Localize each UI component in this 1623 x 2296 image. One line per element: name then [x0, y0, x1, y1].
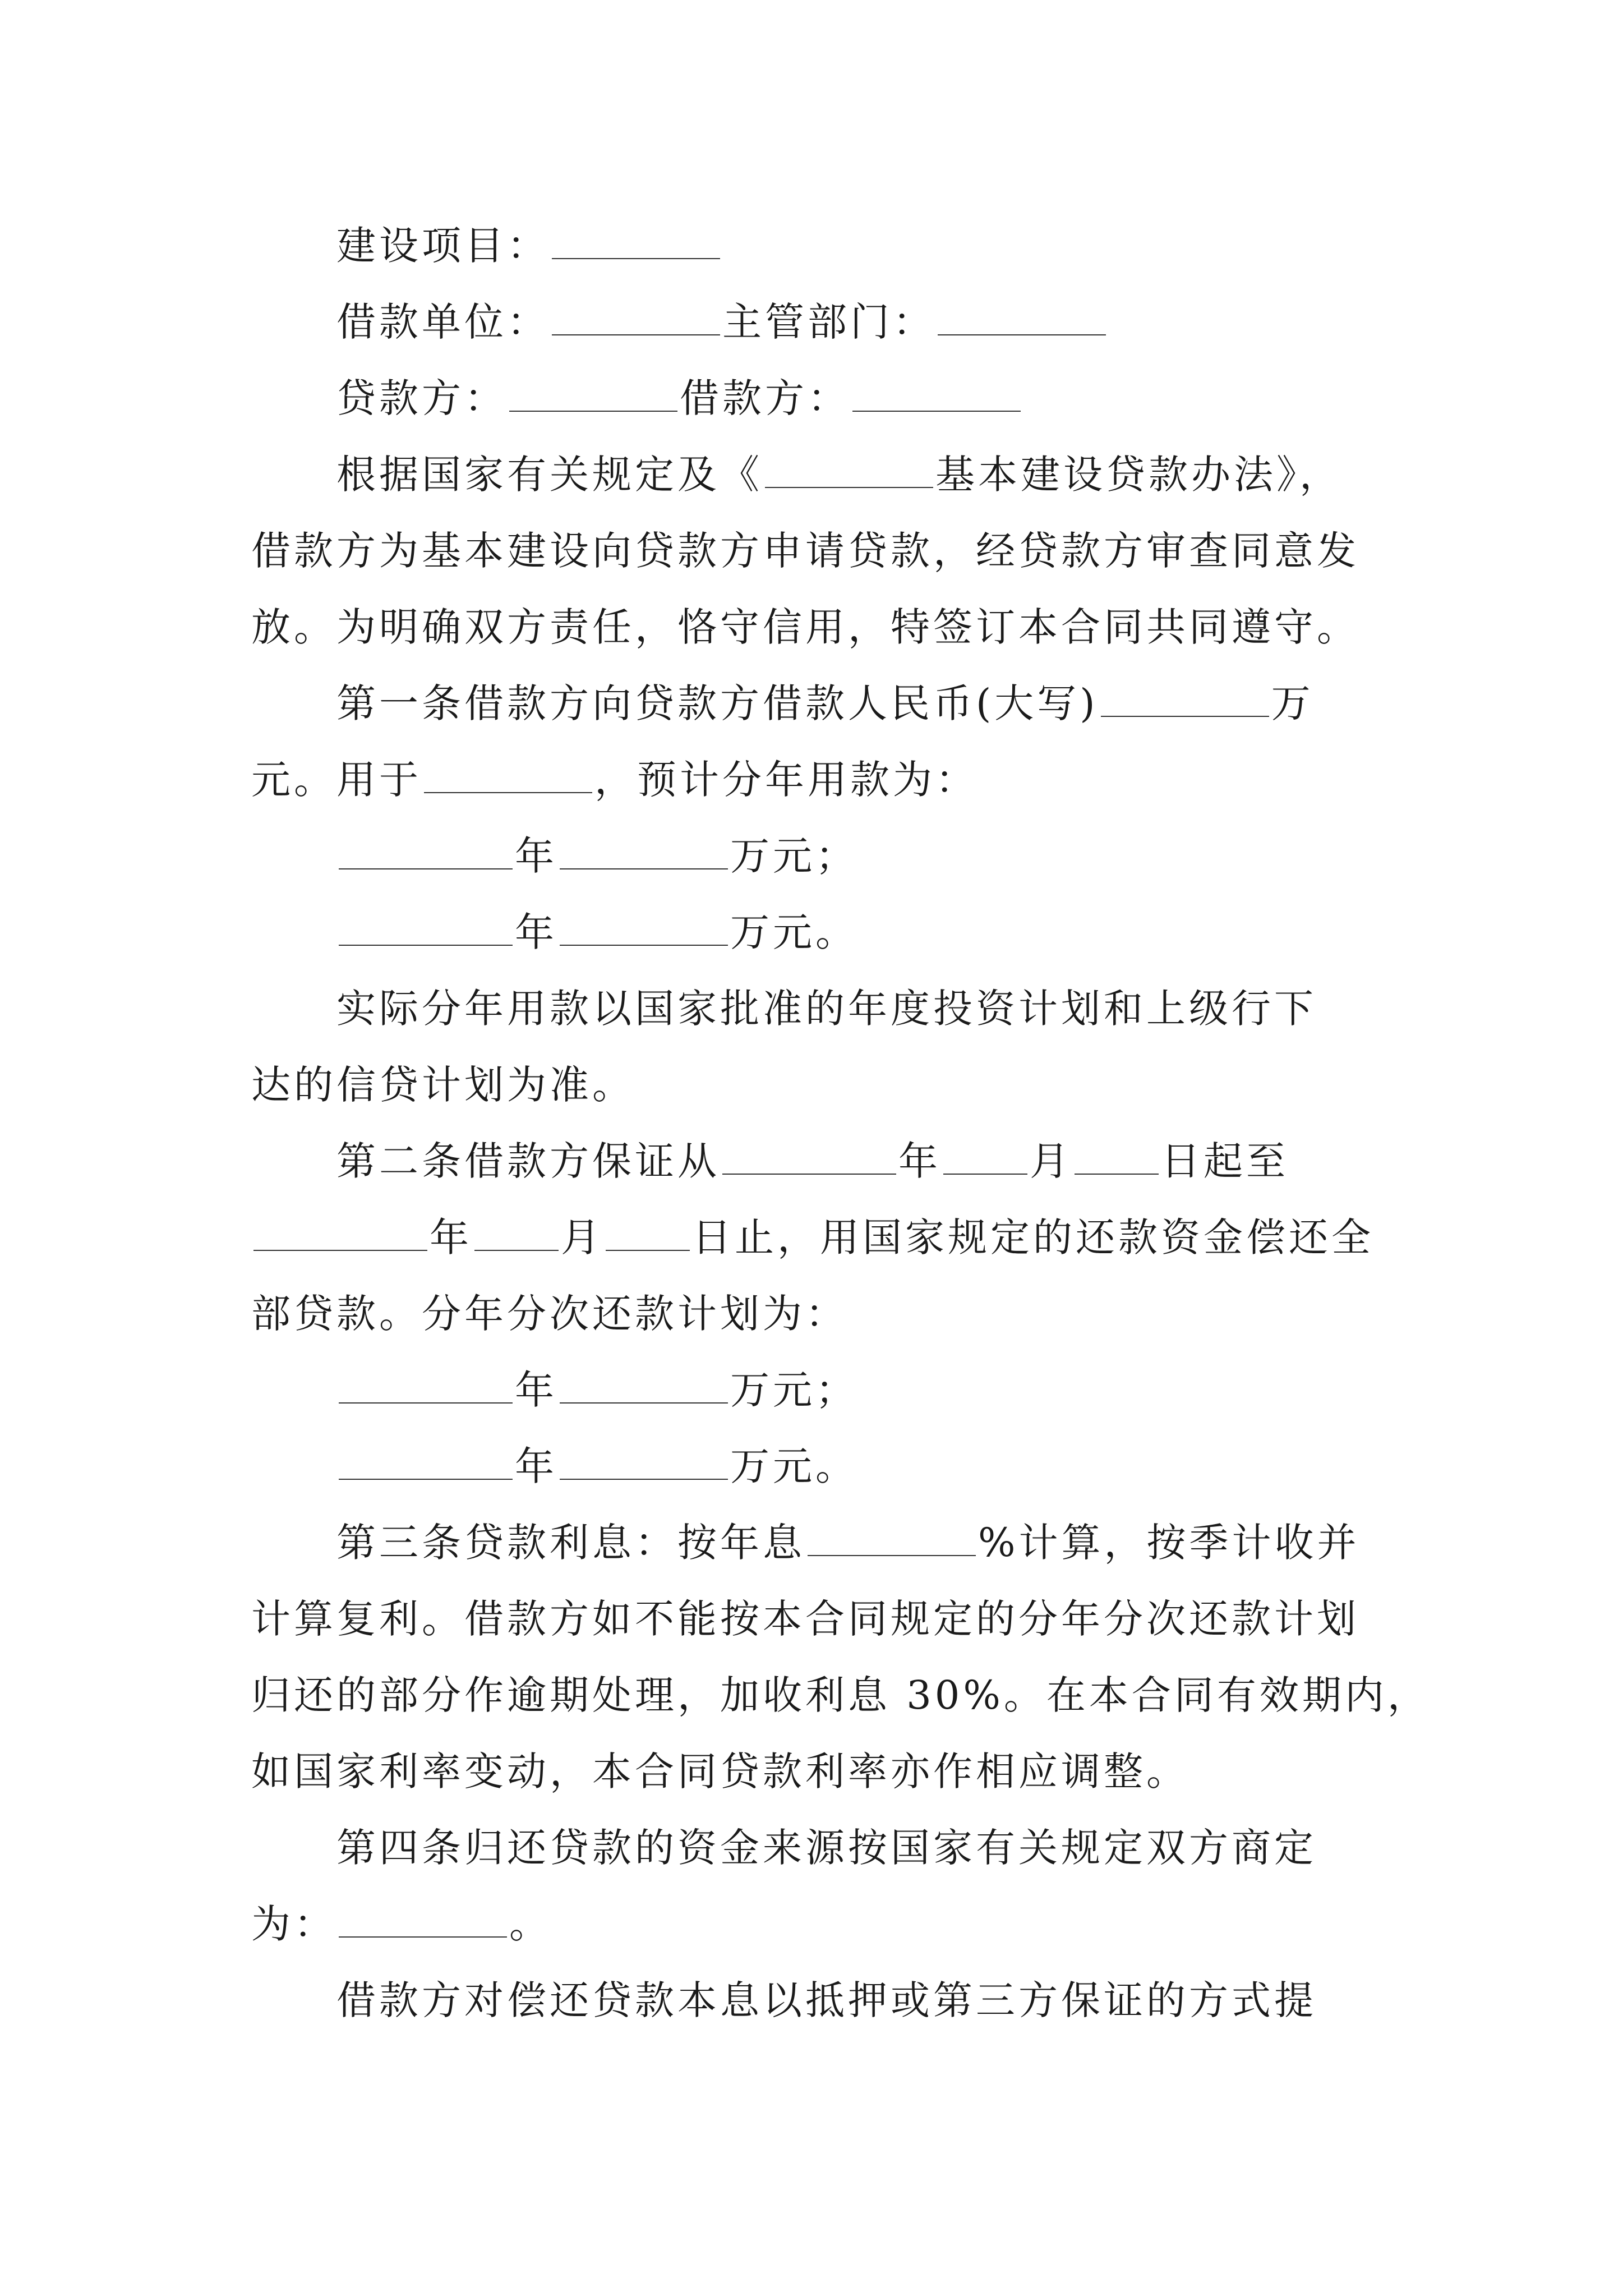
preamble-line-3: 放。为明确双方责任，恪守信用，特签订本合同共同遵守。 — [251, 604, 1359, 650]
unit-label: 万元。 — [730, 909, 858, 955]
month-label: 月 — [561, 1214, 603, 1260]
preamble-text: 基本建设贷款办法》， — [935, 452, 1342, 498]
article-1-text: ，预计分年用款为： — [594, 757, 978, 803]
repay-year-line-2 — [336, 1441, 1458, 1492]
amount-blank[interactable] — [560, 866, 728, 869]
article-2-line-2 — [251, 1212, 1373, 1263]
regulation-blank[interactable] — [765, 485, 933, 488]
plan-note-line-2: 达的信贷计划为准。 — [251, 1062, 635, 1108]
year-label: 年 — [430, 1214, 472, 1260]
article-1-line-1 — [336, 678, 1458, 729]
borrower-unit-line — [336, 297, 1458, 347]
department-label: 主管部门： — [722, 299, 935, 345]
lender-label: 贷款方： — [336, 375, 507, 421]
day-blank[interactable] — [1075, 1171, 1159, 1175]
article-4-text: 。 — [509, 1901, 552, 1947]
year-blank[interactable] — [339, 1400, 513, 1404]
year-blank[interactable] — [339, 942, 513, 946]
article-1-text: 元。用于 — [251, 757, 422, 803]
year-blank[interactable] — [339, 1476, 513, 1480]
preamble-line-2: 借款方为基本建设向贷款方申请贷款，经贷款方审查同意发 — [251, 528, 1359, 574]
unit-label: 万元； — [730, 833, 858, 879]
usage-year-line-2 — [336, 907, 1458, 958]
day-blank[interactable] — [606, 1248, 690, 1251]
unit-label: 万元； — [730, 1367, 858, 1413]
year-blank[interactable] — [339, 866, 513, 869]
security-line-1: 借款方对偿还贷款本息以抵押或第三方保证的方式提 — [336, 1977, 1317, 2023]
article-4-line-1: 第四条归还贷款的资金来源按国家有关规定双方商定 — [336, 1825, 1317, 1871]
project-blank[interactable] — [552, 256, 720, 259]
preamble-line-1 — [336, 449, 1458, 500]
year-label: 年 — [515, 1367, 557, 1413]
year-blank[interactable] — [722, 1171, 896, 1175]
fund-source-blank[interactable] — [339, 1934, 507, 1938]
article-3-text: %计算，按季计收并 — [978, 1520, 1360, 1566]
unit-label: 万元。 — [730, 1443, 858, 1489]
article-1-line-2 — [251, 754, 1373, 805]
amount-blank[interactable] — [1101, 714, 1269, 717]
borrower-blank[interactable] — [852, 408, 1021, 412]
amount-blank[interactable] — [560, 942, 728, 946]
article-2-text: 日起至 — [1161, 1138, 1289, 1184]
article-2-line-1 — [336, 1136, 1458, 1186]
month-blank[interactable] — [943, 1171, 1027, 1175]
repay-year-line-1 — [336, 1365, 1458, 1415]
borrower-unit-blank[interactable] — [552, 332, 720, 335]
borrower-unit-label: 借款单位： — [336, 299, 550, 345]
article-3-line-4: 如国家利率变动，本合同贷款利率亦作相应调整。 — [251, 1749, 1189, 1795]
article-3-line-1 — [336, 1517, 1458, 1568]
department-blank[interactable] — [938, 332, 1106, 335]
year-label: 年 — [515, 909, 557, 955]
project-line — [336, 220, 1458, 271]
amount-blank[interactable] — [560, 1476, 728, 1480]
article-4-text: 为： — [251, 1901, 336, 1947]
article-2-text: 日止，用国家规定的还款资金偿还全 — [692, 1214, 1374, 1260]
article-2-line-3: 部贷款。分年分次还款计划为： — [251, 1291, 848, 1337]
purpose-blank[interactable] — [424, 790, 592, 793]
project-label: 建设项目： — [336, 223, 550, 269]
preamble-text: 根据国家有关规定及《 — [336, 452, 763, 498]
amount-blank[interactable] — [560, 1400, 728, 1404]
article-2-text: 第二条借款方保证从 — [336, 1138, 720, 1184]
borrower-label: 借款方： — [680, 375, 850, 421]
article-4-line-2 — [251, 1899, 1373, 1949]
year-label: 年 — [515, 833, 557, 879]
article-3-line-3: 归还的部分作逾期处理，加收利息 30%。在本合同有效期内， — [251, 1672, 1430, 1718]
article-3-text: 第三条贷款利息：按年息 — [336, 1520, 805, 1566]
plan-note-line-1: 实际分年用款以国家批准的年度投资计划和上级行下 — [336, 986, 1317, 1032]
parties-line — [336, 373, 1458, 424]
year-label: 年 — [898, 1138, 941, 1184]
month-blank[interactable] — [474, 1248, 559, 1251]
year-blank[interactable] — [253, 1248, 427, 1251]
usage-year-line-1 — [336, 831, 1458, 881]
article-3-line-2: 计算复利。借款方如不能按本合同规定的分年分次还款计划 — [251, 1596, 1359, 1642]
interest-rate-blank[interactable] — [808, 1553, 976, 1556]
article-1-text: 万 — [1271, 680, 1314, 726]
article-1-text: 第一条借款方向贷款方借款人民币(大写) — [336, 680, 1099, 726]
year-label: 年 — [515, 1443, 557, 1489]
lender-blank[interactable] — [509, 408, 677, 412]
month-label: 月 — [1030, 1138, 1072, 1184]
